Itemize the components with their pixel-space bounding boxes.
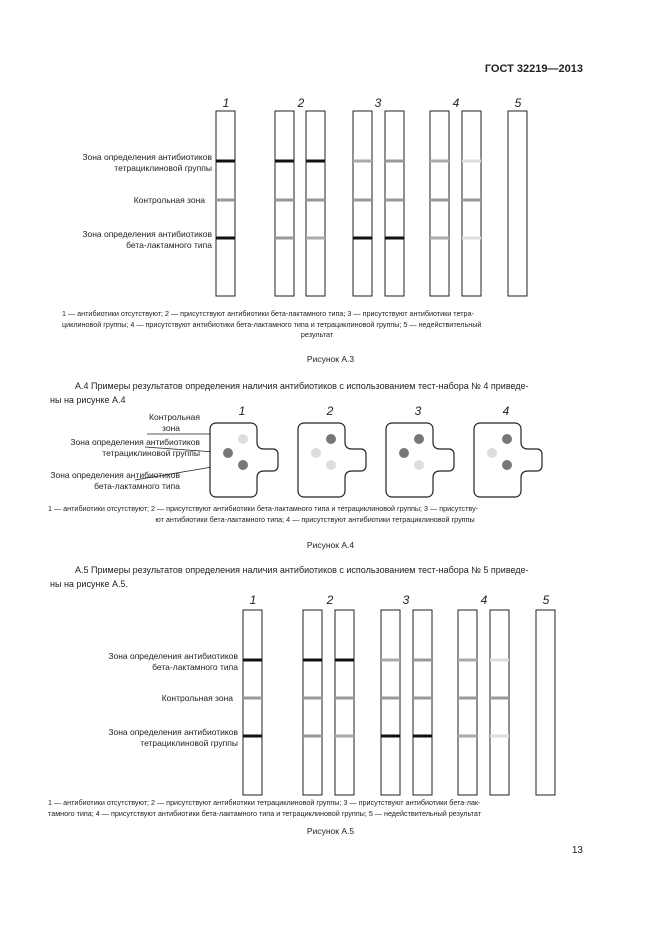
paragraph-a5: А.5 Примеры результатов определения наличия антибиотиков с использованием тест-набора № 5 приведе- ны на рисунке А.5.: [50, 565, 529, 589]
strip-number-2: 2: [326, 593, 334, 607]
label-tetra-zone: Зона определения антибиотиков тетрациклиновой группы: [70, 437, 200, 458]
strip-number-1: 1: [249, 593, 257, 607]
strip-5: [536, 610, 555, 795]
figure-a3-legend: 1 — антибиотики отсутствуют; 2 — присутствуют антибиотики бета-лактамного типа; 3 — присутствуют антибиотики тетра- циклиновой группы; 4 — присутствуют антибиотики бета-лактамного типа и тетрациклиновой группы; 5 — недействительный результат: [62, 309, 482, 339]
label-beta-zone: Зона определения антибиотиков бета-лактамного типа: [50, 470, 180, 491]
label-control-zone: Контрольная зона: [161, 693, 233, 703]
paragraph-a4: А.4 Примеры результатов определения наличия антибиотиков с использованием тест-набора № 4 приведе- ны на рисунке А.4: [50, 381, 529, 405]
label-beta-zone: Зона определения антибиотиков бета-лактамного типа: [82, 229, 212, 250]
strip-number-3: 3: [402, 593, 410, 607]
strip-2a: [303, 610, 322, 795]
label-control-zone: Контрольная зона: [149, 412, 200, 433]
strip-number-4: 4: [480, 593, 488, 607]
label-tetra-zone: Зона определения антибиотиков тетрациклиновой группы: [108, 727, 238, 748]
figure-a4-legend: 1 — антибиотики отсутствуют; 2 — присутствуют антибиотики бета-лактамного типа и тетрациклиновой группы; 3 — присутству- ют антибиотики бета-лактамного типа; 4 — присутствуют антибиотики тетрациклиновой группы: [48, 504, 479, 524]
figure-a3-caption: Рисунок А.3: [306, 354, 355, 364]
strip-number-2: 2: [297, 96, 305, 110]
label-beta-zone: Зона определения антибиотиков бета-лактамного типа: [108, 651, 238, 672]
strip-3b: [413, 610, 432, 795]
panel-number-3: 3: [414, 404, 422, 418]
strip-1: [243, 610, 262, 795]
page-number: 13: [571, 845, 583, 856]
strip-4b: [490, 610, 509, 795]
strip-number-4: 4: [452, 96, 460, 110]
panel-number-4: 4: [502, 404, 510, 418]
label-control-zone: Контрольная зона: [133, 195, 205, 205]
strip-number-3: 3: [374, 96, 382, 110]
figure-a4-caption: Рисунок А.4: [306, 540, 355, 550]
strip-number-5: 5: [514, 96, 522, 110]
strip-number-5: 5: [542, 593, 550, 607]
strip-4a: [458, 610, 477, 795]
figure-a5-caption: Рисунок А.5: [306, 826, 355, 836]
panel-number-2: 2: [326, 404, 334, 418]
panel-number-1: 1: [238, 404, 246, 418]
figure-a5-legend: 1 — антибиотики отсутствуют; 2 — присутствуют антибиотики тетрациклиновой группы; 3 — присутствуют антибиотики бета-лак- тамного типа; 4 — присутствуют антибиотики бета-лактамного типа и тетрациклиновой группы; 5 — недействительный результат: [48, 798, 481, 818]
label-tetra-zone: Зона определения антибиотиков тетрациклиновой группы: [82, 152, 212, 173]
strip-3a: [381, 610, 400, 795]
strip-number-1: 1: [222, 96, 230, 110]
strip-2b: [335, 610, 354, 795]
standard-header: ГОСТ 32219—2013: [484, 63, 583, 75]
